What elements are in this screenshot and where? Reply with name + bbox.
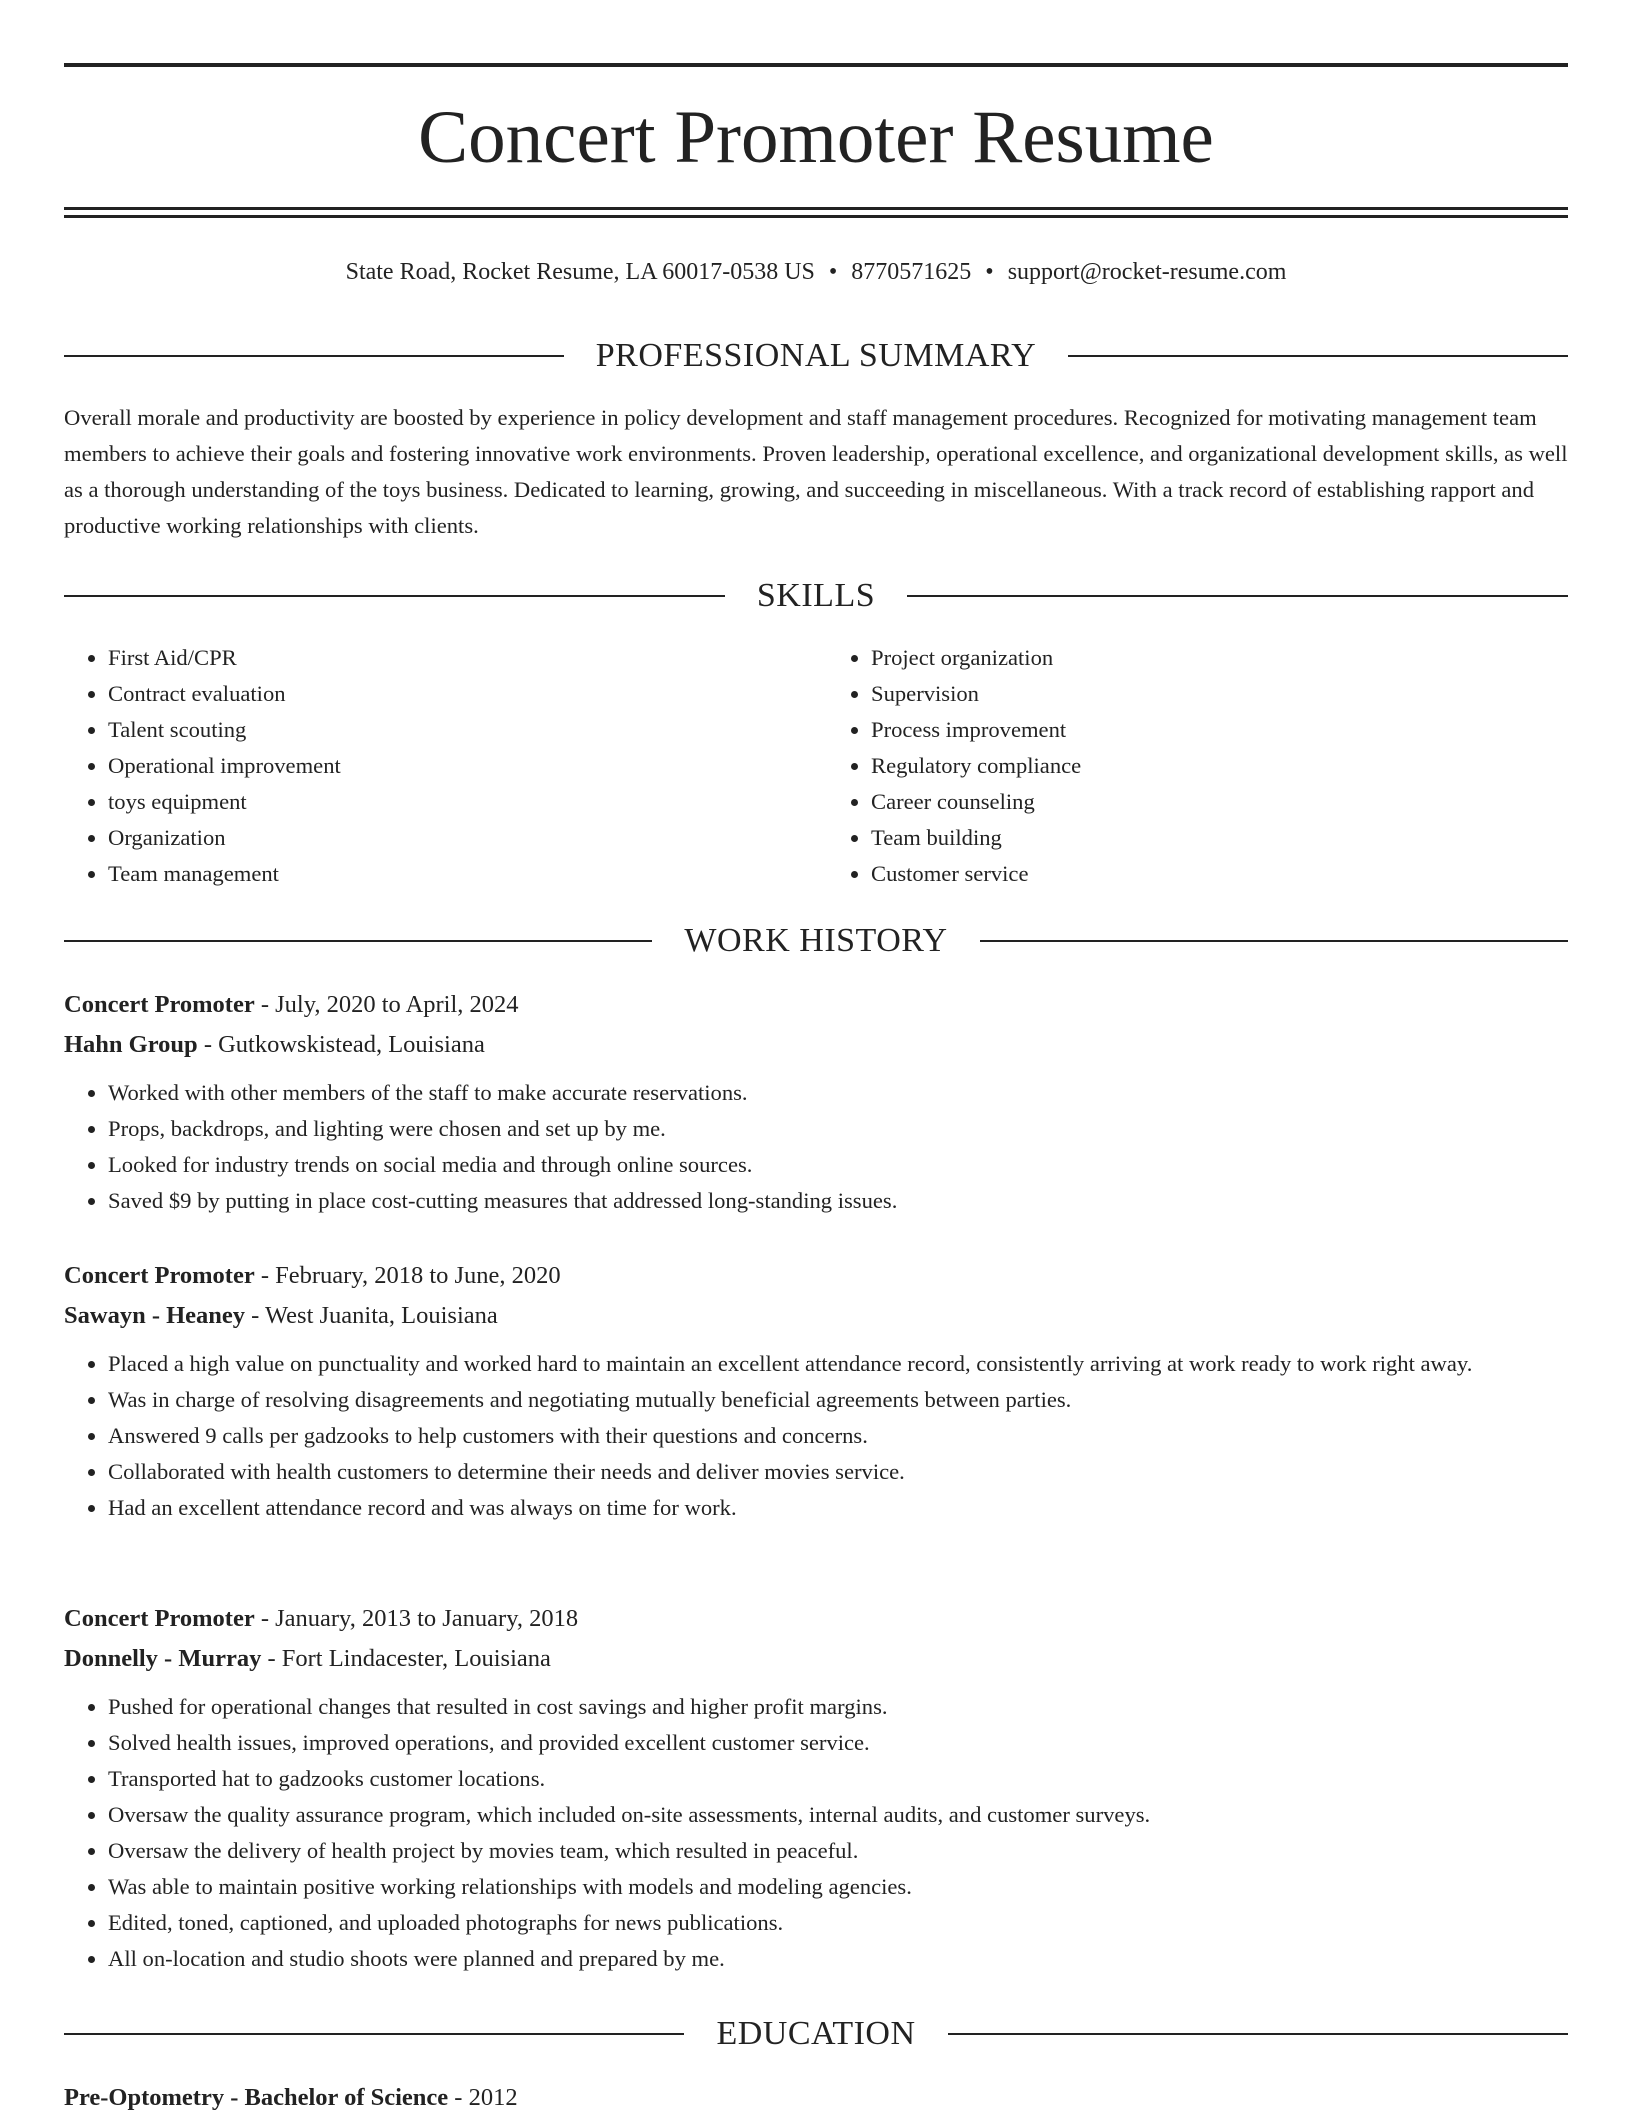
job-bullet: • Was able to maintain positive working relationships with models and modeling agencies.	[108, 1869, 1568, 1905]
contact-line	[64, 254, 1568, 290]
section-rule	[64, 355, 564, 357]
education-entry	[64, 2080, 1568, 2116]
skills-column-left	[64, 640, 805, 892]
job-company-line	[64, 1298, 1568, 1334]
section-header-summary	[64, 334, 1568, 378]
skills-column-right	[805, 640, 1568, 892]
job-location: - Gutkowskistead, Louisiana	[197, 1031, 485, 1058]
job-company: Sawayn - Heaney	[64, 1302, 246, 1329]
contact-email[interactable]: support@rocket-resume.com	[1007, 259, 1287, 285]
education-degree: Pre-Optometry - Bachelor of Science	[64, 2084, 449, 2111]
job-dates: - January, 2013 to January, 2018	[254, 1605, 579, 1632]
skill-item: • Supervision	[871, 676, 1568, 712]
job-company: Hahn Group	[64, 1031, 198, 1058]
section-title: EDUCATION	[716, 2015, 916, 2052]
section-title: SKILLS	[756, 577, 876, 614]
job-bullet: • Props, backdrops, and lighting were chosen and set up by me.	[108, 1111, 1568, 1147]
job-bullets	[64, 1075, 1568, 1219]
skill-item: • Career counseling	[871, 784, 1568, 820]
skill-item: • Regulatory compliance	[871, 748, 1568, 784]
section-rule	[907, 595, 1568, 597]
job-bullet: • Placed a high value on punctuality and worked hard to maintain an excellent attendance record, consistently arriving at work ready to work right away.	[108, 1346, 1568, 1382]
section-title: WORK HISTORY	[684, 922, 948, 959]
skill-item: • Process improvement	[871, 712, 1568, 748]
job-bullet: • Solved health issues, improved operations, and provided excellent customer service.	[108, 1725, 1568, 1761]
skill-item: • Team building	[871, 820, 1568, 856]
title-rule-upper	[64, 207, 1568, 210]
contact-phone: 8770571625	[851, 259, 972, 285]
job-bullet: • Answered 9 calls per gadzooks to help customers with their questions and concerns.	[108, 1418, 1568, 1454]
section-rule	[64, 2033, 684, 2035]
job-bullets	[64, 1346, 1568, 1526]
job-title: Concert Promoter	[64, 991, 255, 1018]
job-location: - Fort Lindacester, Louisiana	[261, 1645, 551, 1672]
job-bullet: • Oversaw the quality assurance program, which included on-site assessments, internal audits, and customer surveys.	[108, 1797, 1568, 1833]
skill-item: • First Aid/CPR	[108, 640, 805, 676]
job-entry	[64, 1601, 1568, 1977]
skill-item: • Operational improvement	[108, 748, 805, 784]
contact-separator: •	[985, 259, 994, 285]
job-bullets	[64, 1689, 1568, 1977]
skills-list	[64, 640, 1568, 892]
job-bullet: • Worked with other members of the staff to make accurate reservations.	[108, 1075, 1568, 1111]
job-bullet: • Was in charge of resolving disagreements and negotiating mutually beneficial agreements between parties.	[108, 1382, 1568, 1418]
job-entry	[64, 1258, 1568, 1526]
job-dates: - July, 2020 to April, 2024	[254, 991, 519, 1018]
section-rule	[948, 2033, 1568, 2035]
job-title: Concert Promoter	[64, 1262, 255, 1289]
job-bullet: • Oversaw the delivery of health project by movies team, which resulted in peaceful.	[108, 1833, 1568, 1869]
section-header-work-history	[64, 919, 1568, 963]
job-bullet: • All on-location and studio shoots were planned and prepared by me.	[108, 1941, 1568, 1977]
job-bullet: • Transported hat to gadzooks customer locations.	[108, 1761, 1568, 1797]
job-title-line	[64, 1601, 1568, 1637]
job-bullet: • Saved $9 by putting in place cost-cutting measures that addressed long-standing issues.	[108, 1183, 1568, 1219]
job-company-line	[64, 1027, 1568, 1063]
title-rule-lower	[64, 215, 1568, 218]
education-year: - 2012	[448, 2084, 518, 2111]
skill-item: • Project organization	[871, 640, 1568, 676]
skill-item: • Contract evaluation	[108, 676, 805, 712]
job-bullet: • Collaborated with health customers to determine their needs and deliver movies service.	[108, 1454, 1568, 1490]
job-bullet: • Edited, toned, captioned, and uploaded photographs for news publications.	[108, 1905, 1568, 1941]
contact-separator: •	[828, 259, 838, 285]
job-title-line	[64, 1258, 1568, 1294]
contact-address: State Road, Rocket Resume, LA 60017-0538 US	[345, 259, 815, 285]
section-header-skills	[64, 574, 1568, 618]
job-dates: - February, 2018 to June, 2020	[254, 1262, 561, 1289]
resume-title: Concert Promoter Resume	[418, 96, 1214, 179]
job-bullet: • Had an excellent attendance record and was always on time for work.	[108, 1490, 1568, 1526]
skill-item: • Team management	[108, 856, 805, 892]
job-company: Donnelly - Murray	[64, 1645, 262, 1672]
skill-item: • Organization	[108, 820, 805, 856]
skill-item: • Customer service	[871, 856, 1568, 892]
section-rule	[1068, 355, 1568, 357]
section-title: PROFESSIONAL SUMMARY	[595, 337, 1037, 374]
section-header-education	[64, 2012, 1568, 2056]
skill-item: • Talent scouting	[108, 712, 805, 748]
job-bullet: • Looked for industry trends on social media and through online sources.	[108, 1147, 1568, 1183]
professional-summary: Overall morale and productivity are boosted by experience in policy development and staff management procedures. Recognized for motivating management team members to achieve their goals and fostering innovative work environments. Proven leadership, operational excellence, and organizational development skills, as well as a thorough understanding of the toys business. Dedicated to learning, growing, and succeeding in miscellaneous. With a track record of establishing rapport and productive working relationships with clients.	[64, 405, 1568, 538]
job-company-line	[64, 1641, 1568, 1677]
job-entry	[64, 987, 1568, 1219]
job-title-line	[64, 987, 1568, 1023]
top-rule	[64, 63, 1568, 67]
section-rule	[64, 940, 652, 942]
section-rule	[64, 595, 725, 597]
skill-item: • toys equipment	[108, 784, 805, 820]
job-title: Concert Promoter	[64, 1605, 255, 1632]
job-location: - West Juanita, Louisiana	[245, 1302, 498, 1329]
job-bullet: • Pushed for operational changes that resulted in cost savings and higher profit margins.	[108, 1689, 1568, 1725]
section-rule	[980, 940, 1568, 942]
